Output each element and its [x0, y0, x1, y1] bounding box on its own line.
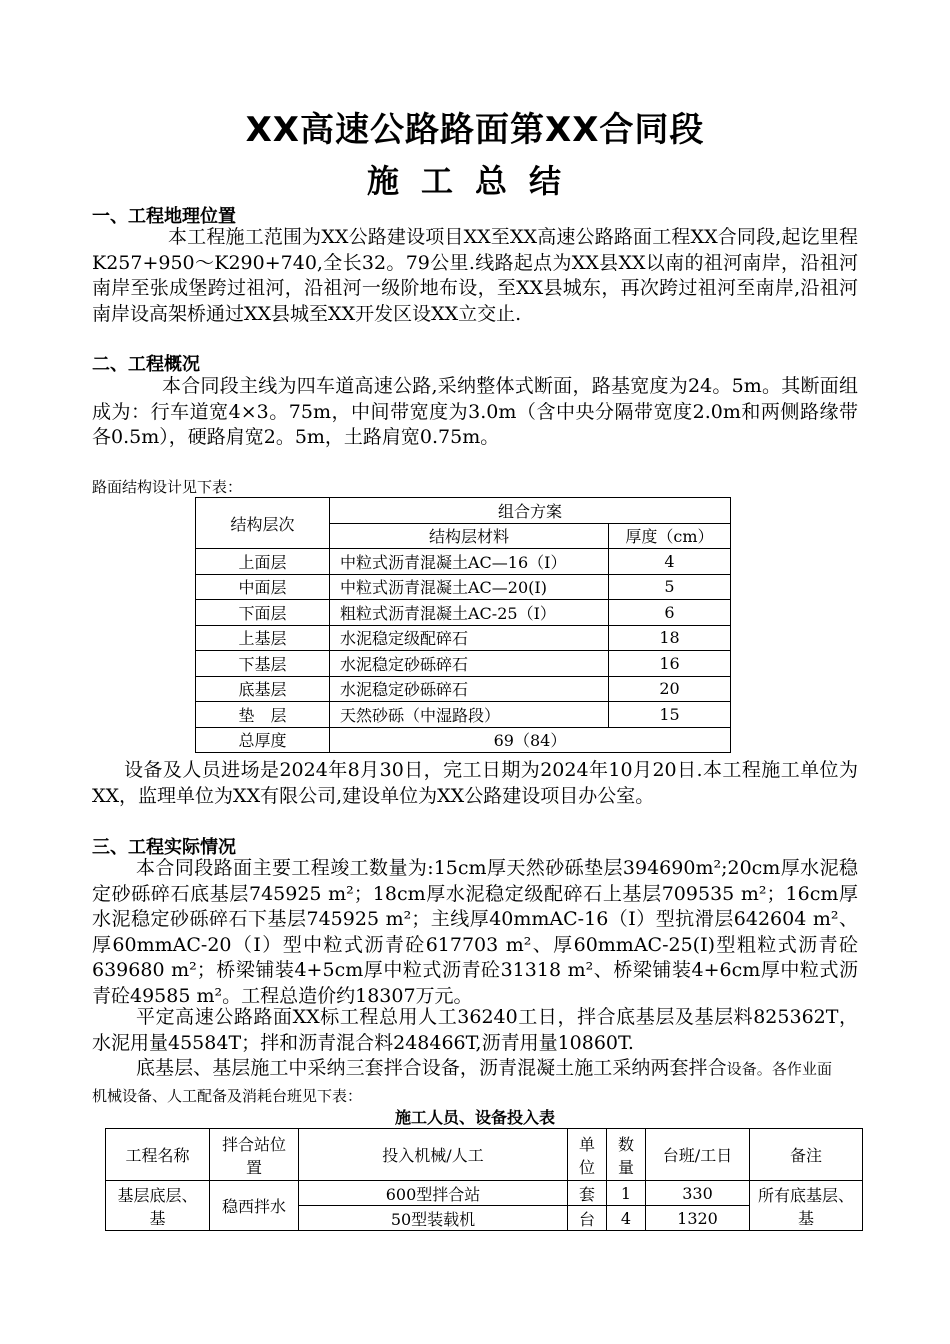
table-row [196, 574, 731, 600]
cell-material: 天然砂砾（中湿路段） [330, 702, 609, 728]
header-thickness: 厚度（cm） [609, 523, 731, 549]
document-subtitle: 施工总结 [366, 162, 583, 200]
cell-qty: 1 [607, 1181, 646, 1206]
section2-text: 本合同段主线为四车道高速公路,采纳整体式断面，路基宽度为24。5m。其断面组成为：行车道宽4×3。75m，中间带宽度为3.0m（含中央分隔带宽度2.0m和两侧路缘带各0.5m），硬路肩宽2。5m，土路肩宽0.75m。 [92, 375, 858, 448]
header-material: 结构层材料 [330, 523, 609, 549]
table-row [196, 702, 731, 728]
section3-para3-a: 底基层、基层施工中采纳三套拌合设备，沥青混凝土施工采纳两套拌合 [136, 1057, 727, 1079]
table-intro: 路面结构设计见下表： [92, 478, 243, 496]
cell-shift: 1320 [646, 1206, 750, 1231]
header-machine: 投入机械/人工 [299, 1129, 568, 1181]
cell-unit: 台 [568, 1206, 607, 1231]
section2-after-text: 设备及人员进场是2024年8月30日，完工日期为2024年10月20日.本工程施工单位为XX，监理单位为XX有限公司,建设单位为XX公路建设项目办公室。 [92, 759, 858, 807]
cell-material: 中粒式沥青混凝土AC—20(I) [330, 574, 609, 600]
header-project: 工程名称 [106, 1129, 210, 1181]
cell-layer: 上基层 [196, 625, 330, 651]
cell-layer: 下面层 [196, 600, 330, 626]
table-row [196, 625, 731, 651]
cell-machine: 600型拌合站 [299, 1181, 568, 1206]
table-row [196, 651, 731, 677]
section3-para2: 平定高速公路路面XX标工程总用人工36240工日，拌合底基层及基层料825362T，水泥用量45584T；拌和沥青混合料248466T,沥青用量10860T. [92, 1006, 858, 1054]
section2-heading: 二、工程概况 [92, 354, 200, 375]
table-row [196, 676, 731, 702]
cell-layer: 下基层 [196, 651, 330, 677]
table-row [106, 1181, 863, 1206]
equipment-table-caption: 施工人员、设备投入表 [394, 1108, 555, 1127]
cell-material: 中粒式沥青混凝土AC—16（I） [330, 549, 609, 575]
structure-table [195, 497, 731, 753]
header-qty: 数量 [607, 1129, 646, 1181]
cell-layer: 中面层 [196, 574, 330, 600]
section3-heading: 三、工程实际情况 [92, 837, 236, 858]
section3-para1: 本合同段路面主要工程竣工数量为:15cm厚天然砂砾垫层394690m²;20cm厚水泥稳定砂砾碎石底基层745925 m²；18cm厚水泥稳定级配碎石上基层709535 m²；16cm厚水泥稳定砂砾碎石下基层745925 m²；主线厚40mmAC-16（I）型抗滑层642604 m²、厚60mmAC-20（I）型中粒式沥青砼617703 m²、厚60mmAC-25(I)型粗粒式沥青砼639680 m²；桥梁铺装4+5cm厚中粒式沥青砼31318 m²、桥梁铺装4+6cm厚中粒式沥青砼49585 m²。工程总造价约18307万元。 [92, 857, 858, 1007]
cell-station: 稳西拌水 [210, 1181, 299, 1231]
section1-text: 本工程施工范围为XX公路建设项目XX至XX高速公路路面工程XX合同段,起讫里程K257+950～K290+740,全长32。79公里.线路起点为XX县XX以南的祖河南岸，沿祖河南岸至张成堡跨过祖河，沿祖河一级阶地布设，至XX县城东，再次跨过祖河至南岸,沿祖河南岸设高架桥通过XX县城至XX开发区设XX立交止. [92, 226, 858, 325]
header-note: 备注 [750, 1129, 863, 1181]
cell-machine: 50型装载机 [299, 1206, 568, 1231]
cell-thickness: 18 [609, 625, 731, 651]
equipment-table [105, 1128, 863, 1231]
header-layer: 结构层次 [196, 498, 330, 549]
section1-heading: 一、工程地理位置 [92, 206, 236, 227]
cell-layer: 底基层 [196, 676, 330, 702]
cell-qty: 4 [607, 1206, 646, 1231]
document-title: XX高速公路路面第XX合同段 [245, 110, 705, 150]
section3-para3 [92, 1056, 832, 1109]
header-group: 组合方案 [330, 498, 731, 524]
cell-material: 粗粒式沥青混凝土AC-25（I） [330, 600, 609, 626]
cell-material: 水泥稳定级配碎石 [330, 625, 609, 651]
cell-thickness: 15 [609, 702, 731, 728]
total-value: 69（84） [330, 727, 731, 753]
table-total-row [196, 727, 731, 753]
cell-shift: 330 [646, 1181, 750, 1206]
total-label: 总厚度 [196, 727, 330, 753]
cell-thickness: 5 [609, 574, 731, 600]
header-shift: 台班/工日 [646, 1129, 750, 1181]
cell-note: 所有底基层、基 [750, 1181, 863, 1231]
cell-material: 水泥稳定砂砾碎石 [330, 651, 609, 677]
cell-material: 水泥稳定砂砾碎石 [330, 676, 609, 702]
table-row [196, 549, 731, 575]
header-station: 拌合站位 置 [210, 1129, 299, 1181]
table-row [196, 600, 731, 626]
cell-unit: 套 [568, 1181, 607, 1206]
header-unit: 单位 [568, 1129, 607, 1181]
cell-layer: 上面层 [196, 549, 330, 575]
cell-project: 基层底层、基 [106, 1181, 210, 1231]
section3-para3-b: 设备。各作业面机械设备、人工配备及消耗台班见下表： [92, 1060, 832, 1105]
cell-thickness: 4 [609, 549, 731, 575]
cell-thickness: 20 [609, 676, 731, 702]
cell-thickness: 6 [609, 600, 731, 626]
cell-thickness: 16 [609, 651, 731, 677]
cell-layer: 垫 层 [196, 702, 330, 728]
